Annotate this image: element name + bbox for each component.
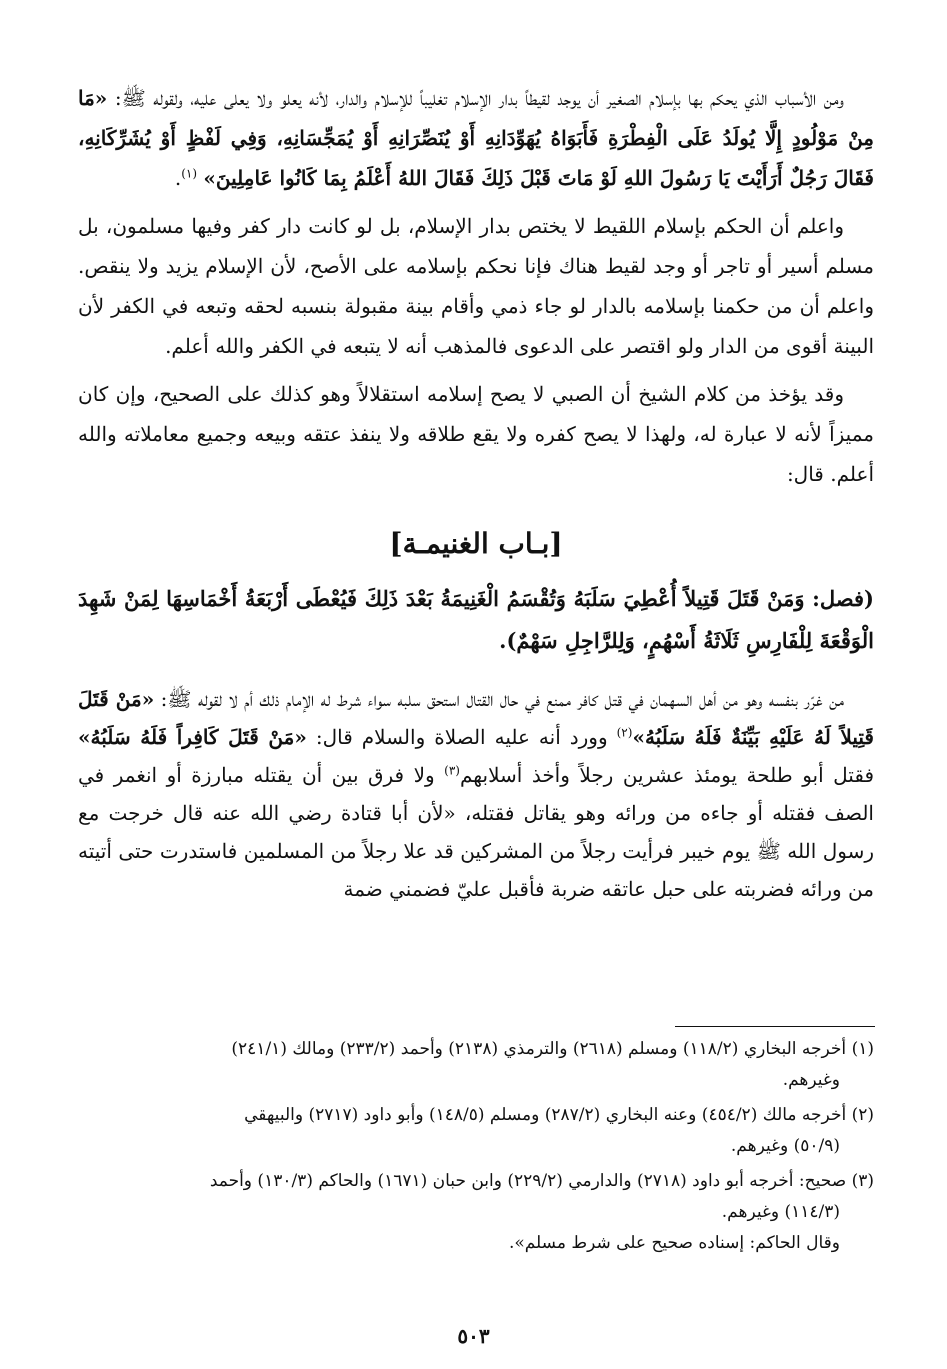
paragraph-1-text: ومن الأسباب الذي يحكم بها بإسلام الصغير أن يوجد لقيطاً بدار الإسلام تغليباً للإسلام والدار، لأنه يعلو ولا يعلى عليه، ولقوله ﷺ: [107,86,844,110]
footnote-1 [78,1034,874,1096]
paragraph-2: واعلم أن الحكم بإسلام اللقيط لا يختص بدار الإسلام، بل لو كانت دار كفر وفيها مسلمون، بل مسلم أسير أو تاجر أو وجد لقيط هناك فإنا نحكم بإسلامه على الأصح، لأن الإسلام يزيد ولا ينقص. واعلم أن من حكمنا بإسلامه بالدار لو جاء ذمي وأقام بينة مقبولة بنسبه لحقه وتبعه في الكفر لأن البينة أقوى من الدار ولو اقتصر على الدعوى فالمذهب أنه لا يتبعه في الكفر والله أعلم. [78,214,874,358]
paragraph-1 [78,78,874,198]
footnote-marker: (١) [851,1039,874,1059]
page-number: ٥٠٣ [457,1324,490,1348]
commentary-part-3: فقتل أبو طلحة يومئذ عشرين رجلاً وأخذ أسلابهم [459,763,875,787]
footnote-marker: (٢) [851,1105,874,1125]
footnote-ref-1[interactable]: (١) [181,166,198,181]
footnote-note: وقال الحاكم: إسناده صحيح على شرط مسلم». [508,1233,840,1253]
main-text [78,78,874,908]
footnote-divider [675,1026,875,1027]
commentary-part-1: من غرّر بنفسه وهو من أهل السهمان في قتل كافر ممنع في حال القتال استحق سلبه سواء شرط له الإمام ذلك أم لا لقوله ﷺ: [154,687,844,711]
footnote-continuation: (٥٠/٩) وغيرهم. [730,1136,840,1156]
commentary-paragraph [78,680,874,908]
footnote-2 [78,1100,874,1162]
hadith-salab-1: «مَنْ قَتَلَ قَتِيلاً لَهُ عَلَيْهِ بَيِّنَةٌ فَلَهُ سَلَبُهُ» [78,687,874,749]
commentary-part-4: ولا فرق بين أن يقتله مبارزة أو انغمر في الصف فقتله أو جاءه من ورائه وهو يقاتل فقتله، «لأن أبا قتادة رضي الله عنه قال خرجت مع رسول الله ﷺ يوم خيبر فرأيت رجلاً من المشركين قد علا رجلاً من المسلمين فاستدرت حتى أتيته من ورائه فضربته على حبل عاتقه ضربة فأقبل عليّ فضمني ضمة [78,763,874,901]
footnote-ref-2[interactable]: (٢) [616,725,633,740]
hadith-fitrah: «مَا مِنْ مَوْلُودٍ إِلَّا يُولَدُ عَلَى الْفِطْرَةِ فَأَبَوَاهُ يُهَوِّدَانِهِ أَوْ يُنَصِّرَانِهِ أَوْ يُمَجِّسَانِهِ، وَفِي لَفْظٍ أَوْ يُشَرِّكَانِهِ، فَقَالَ رَجُلٌ أَرَأَيْتَ يَا رَسُولَ اللهِ لَوْ مَاتَ قَبْلَ ذَلِكَ فَقَالَ اللهُ أَعْلَمُ بِمَا كَانُوا عَامِلِينَ» [78,86,875,190]
chapter-title: [بـاب الغنيمـة] [389,527,563,560]
commentary-part-2: وورد أنه عليه الصلاة والسلام قال: [306,725,617,749]
footnote-text: أخرجه البخاري (١١٨/٢) ومسلم (٢٦١٨) والترمذي (٢١٣٨) وأحمد (٢٣٣/٢) ومالك (٢٤١/١) [231,1039,847,1059]
footnote-3 [78,1166,874,1259]
chapter-heading-wrap [78,522,874,566]
footnote-continuation: (١١٤/٣) وغيرهم. [721,1202,840,1222]
footnotes [78,1034,874,1263]
footnote-continuation: وغيرهم. [782,1070,840,1090]
matn-text: (فصل: وَمَنْ قَتَلَ قَتِيلاً أُعْطِيَ سَلَبَهُ وَتُقْسَمُ الْغَنِيمَةُ بَعْدَ ذَلِكَ فَيُعْطَى أَرْبَعَةُ أَخْمَاسِهَا لِمَنْ شَهِدَ الْوَقْعَةَ لِلْفَارِسِ ثَلَاثَةُ أَسْهُمٍ، وَلِلرَّاجِلِ سَهْمٌ). [78,586,874,653]
paragraph-1-end: . [174,166,182,190]
footnote-text: أخرجه مالك (٤٥٤/٢) وعنه البخاري (٢٨٧/٢) ومسلم (١٤٨/٥) وأبو داود (٢٧١٧) والبيهقي [244,1105,847,1125]
footnote-marker: (٣) [851,1171,874,1191]
paragraph-3: وقد يؤخذ من كلام الشيخ أن الصبي لا يصح إسلامه استقلالاً وهو كذلك على الصحيح، وإن كان مميزاً لأنه لا عبارة له، ولهذا لا يصح كفره ولا يقع طلاقه ولا ينفذ عتقه وبيعه وجميع معاملاته والله أعلم. قال: [78,382,874,486]
hadith-salab-2: «مَنْ قَتَلَ كَافِراً فَلَهُ سَلَبُهُ» [78,725,307,749]
footnote-text: صحيح: أخرجه أبو داود (٢٧١٨) والدارمي (٢٢٩/٢) وابن حبان (١٦٧١) والحاكم (١٣٠/٣) وأحمد [209,1171,847,1191]
footnote-ref-3[interactable]: (٣) [444,763,460,778]
